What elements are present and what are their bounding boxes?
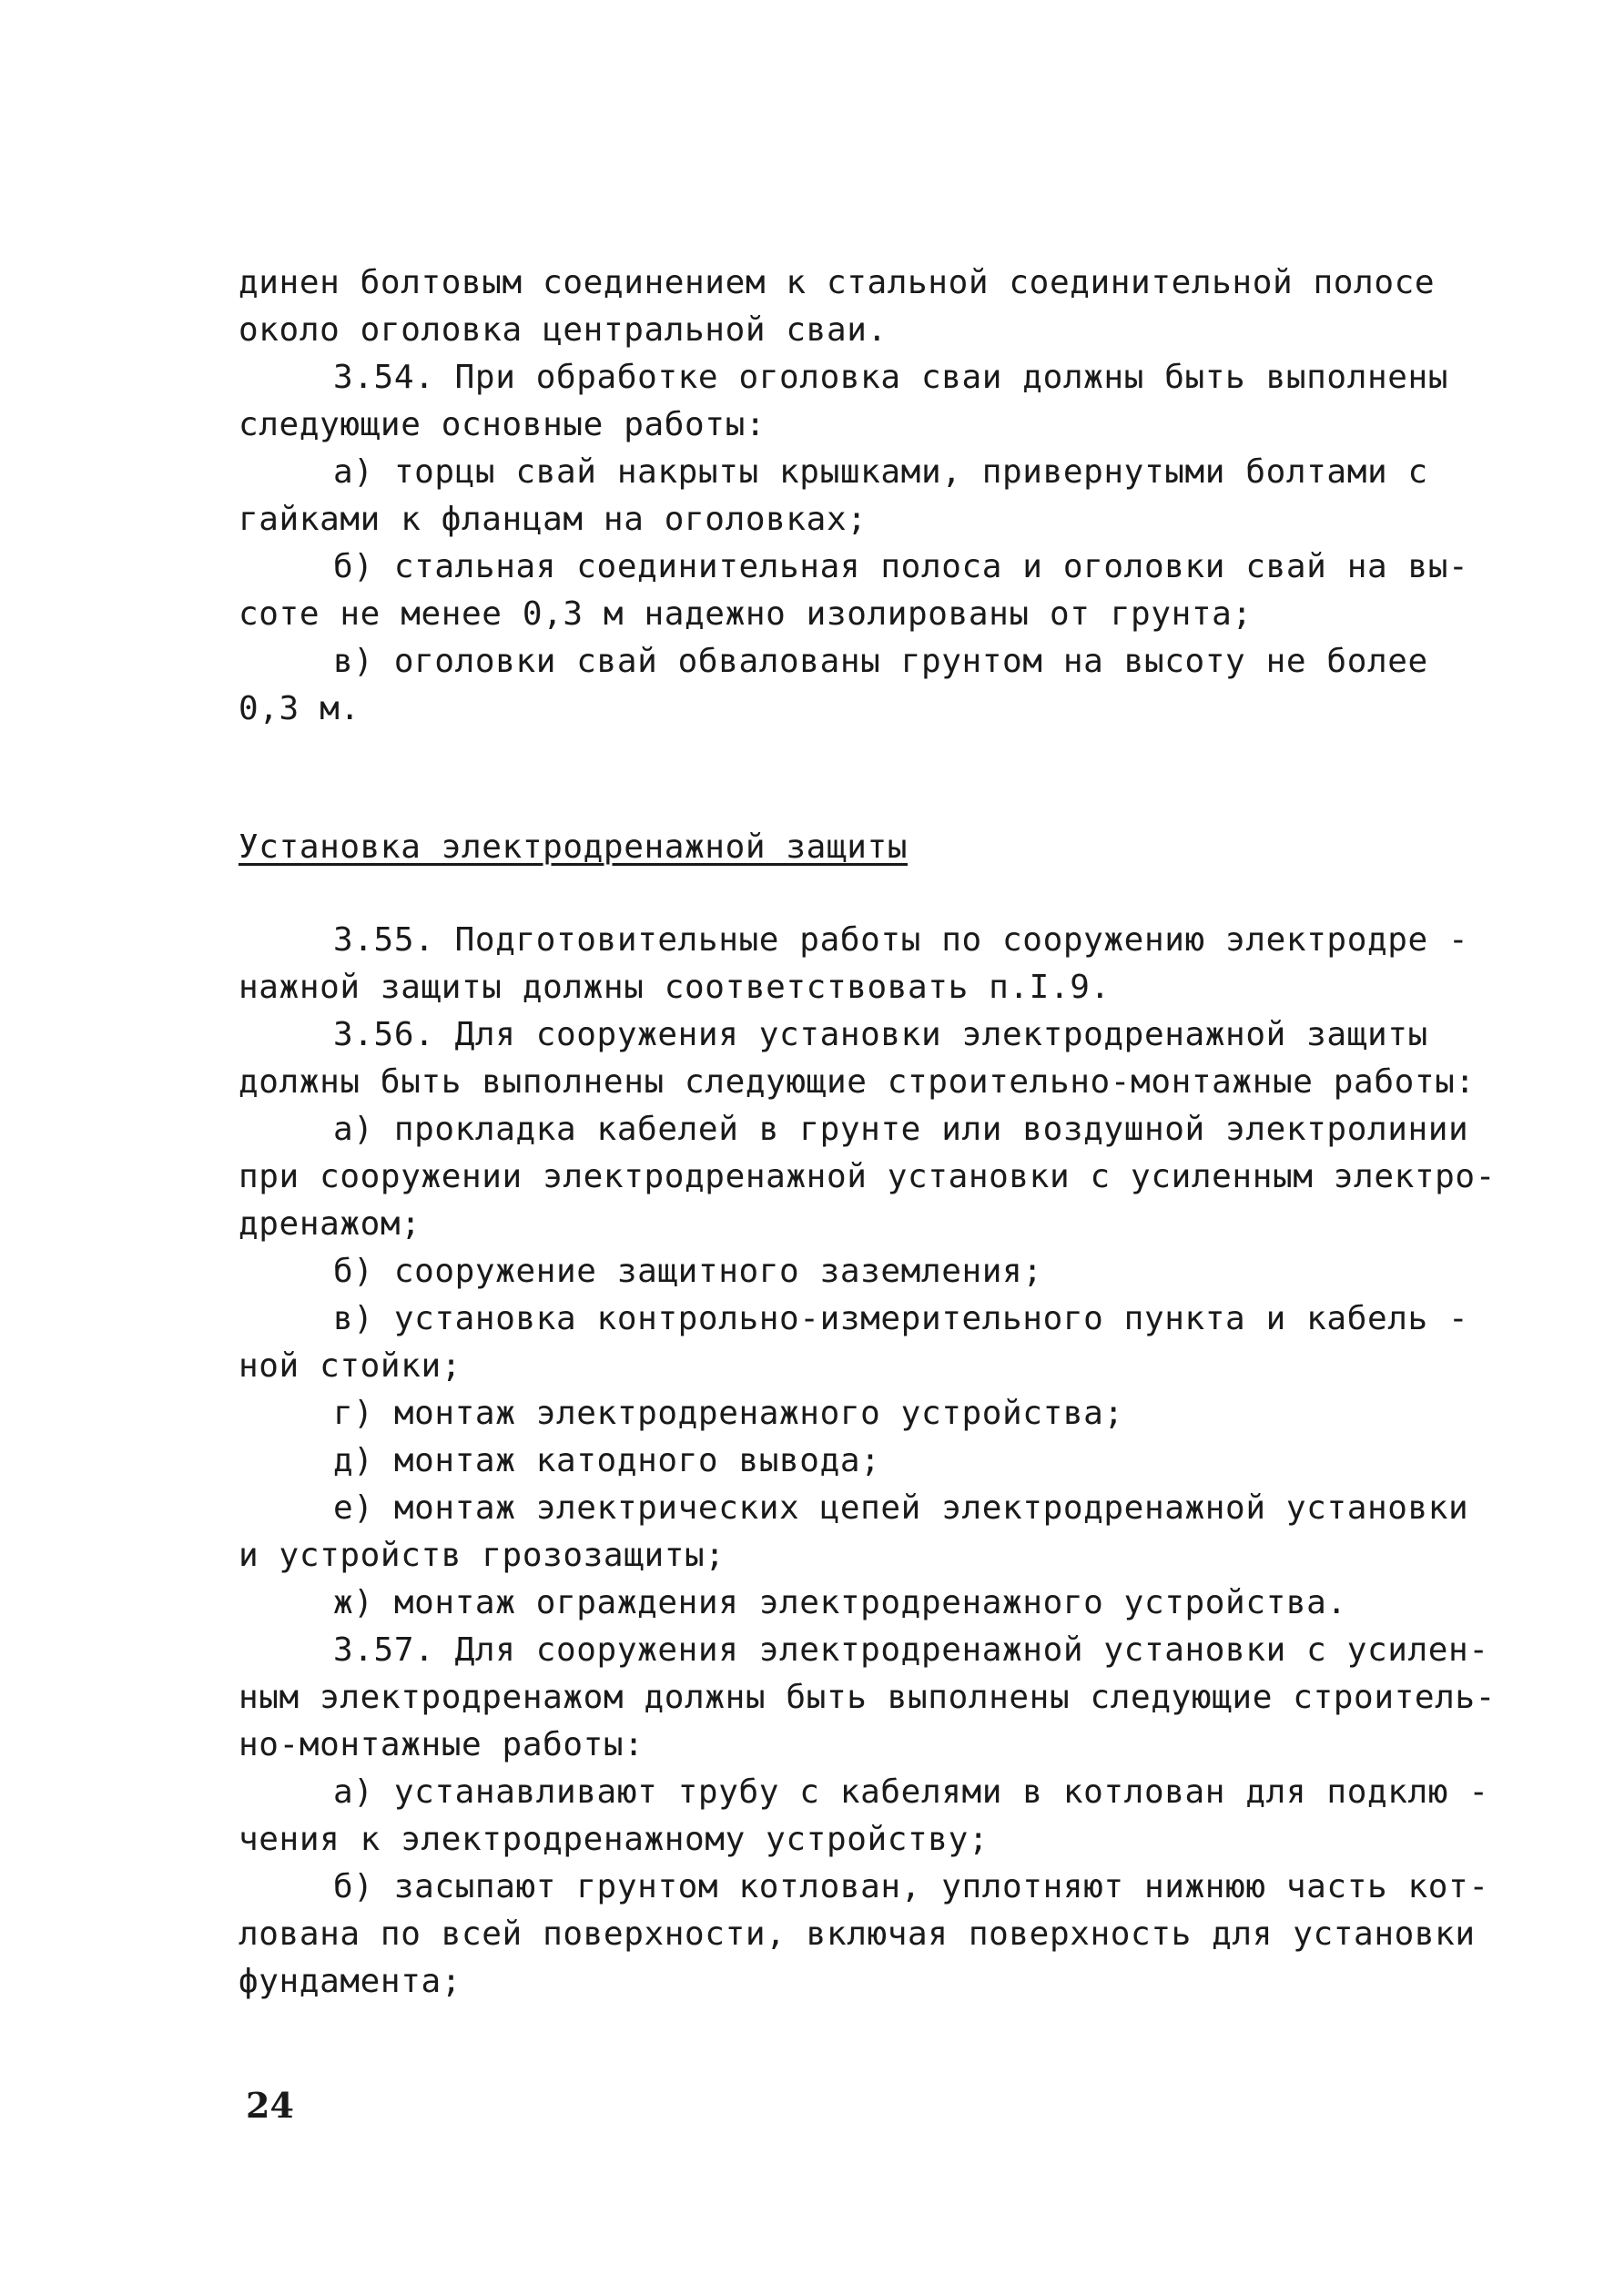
text-line: соте не менее 0,3 м надежно изолированы от грунта; xyxy=(239,595,1253,633)
text-line: и устройств грозозащиты; xyxy=(239,1537,726,1574)
list-item-v: в) оголовки свай обвалованы грунтом на высоту не более xyxy=(333,643,1428,680)
text-line: нажной защиты должны соответствовать п.I.9. xyxy=(239,969,1111,1006)
text-line: лована по всей поверхности, включая поверхность для установки xyxy=(239,1915,1476,1953)
list-item-e: е) монтаж электрических цепей электродренажной установки xyxy=(333,1489,1469,1527)
list-item-zh: ж) монтаж ограждения электродренажного устройства. xyxy=(333,1584,1347,1621)
section-heading: Установка электродренажной защиты xyxy=(239,828,909,866)
list-item-d: д) монтаж катодного вывода; xyxy=(333,1442,881,1479)
text-line: следующие основные работы: xyxy=(239,406,766,443)
text-line: при сооружении электродренажной установки с усиленным электро- xyxy=(239,1158,1496,1195)
text-line: чения к электродренажному устройству; xyxy=(239,1821,990,1858)
list-item-a: а) прокладка кабелей в грунте или воздушной электролинии xyxy=(333,1111,1469,1148)
text-line: должны быть выполнены следующие строительно-монтажные работы: xyxy=(239,1063,1476,1101)
text-line: дренажом; xyxy=(239,1205,421,1243)
list-item-v: в) установка контрольно-измерительного пункта и кабель - xyxy=(333,1300,1469,1337)
paragraph-3-56: 3.56. Для сооружения установки электродренажной защиты xyxy=(333,1016,1428,1053)
list-item-a: а) устанавливают трубу с кабелями в котлован для подклю - xyxy=(333,1773,1489,1811)
text-line: динен болтовым соединением к стальной соединительной полосе xyxy=(239,264,1436,301)
page-number: 24 xyxy=(246,2085,294,2126)
paragraph-3-55: 3.55. Подготовительные работы по сооружению электродре - xyxy=(333,921,1469,959)
text-line: ным электродренажом должны быть выполнены следующие строитель- xyxy=(239,1679,1496,1716)
page-body xyxy=(239,259,1496,2006)
list-item-a: а) торцы свай накрыты крышками, привернутыми болтами с xyxy=(333,453,1428,491)
text-line: ной стойки; xyxy=(239,1347,462,1385)
list-item-b: б) сооружение защитного заземления; xyxy=(333,1253,1043,1290)
list-item-b: б) стальная соединительная полоса и оголовки свай на вы- xyxy=(333,548,1469,585)
spacer xyxy=(239,871,1422,917)
text-line: но-монтажные работы: xyxy=(239,1726,645,1763)
text-line: фундамента; xyxy=(239,1963,462,2000)
text-line: гайками к фланцам на оголовках; xyxy=(239,501,868,538)
spacer xyxy=(239,733,1422,824)
text-block-1 xyxy=(239,259,1469,733)
paragraph-3-57: 3.57. Для сооружения электродренажной установки с усилен- xyxy=(333,1631,1489,1669)
text-line: около оголовка центральной сваи. xyxy=(239,311,888,349)
list-item-g: г) монтаж электродренажного устройства; xyxy=(333,1395,1124,1432)
text-line: 0,3 м. xyxy=(239,690,360,727)
text-block-2 xyxy=(239,917,1496,2006)
paragraph-3-54: 3.54. При обработке оголовка сваи должны быть выполнены xyxy=(333,359,1449,396)
list-item-b: б) засыпают грунтом котлован, уплотняют нижнюю часть кот- xyxy=(333,1868,1489,1905)
